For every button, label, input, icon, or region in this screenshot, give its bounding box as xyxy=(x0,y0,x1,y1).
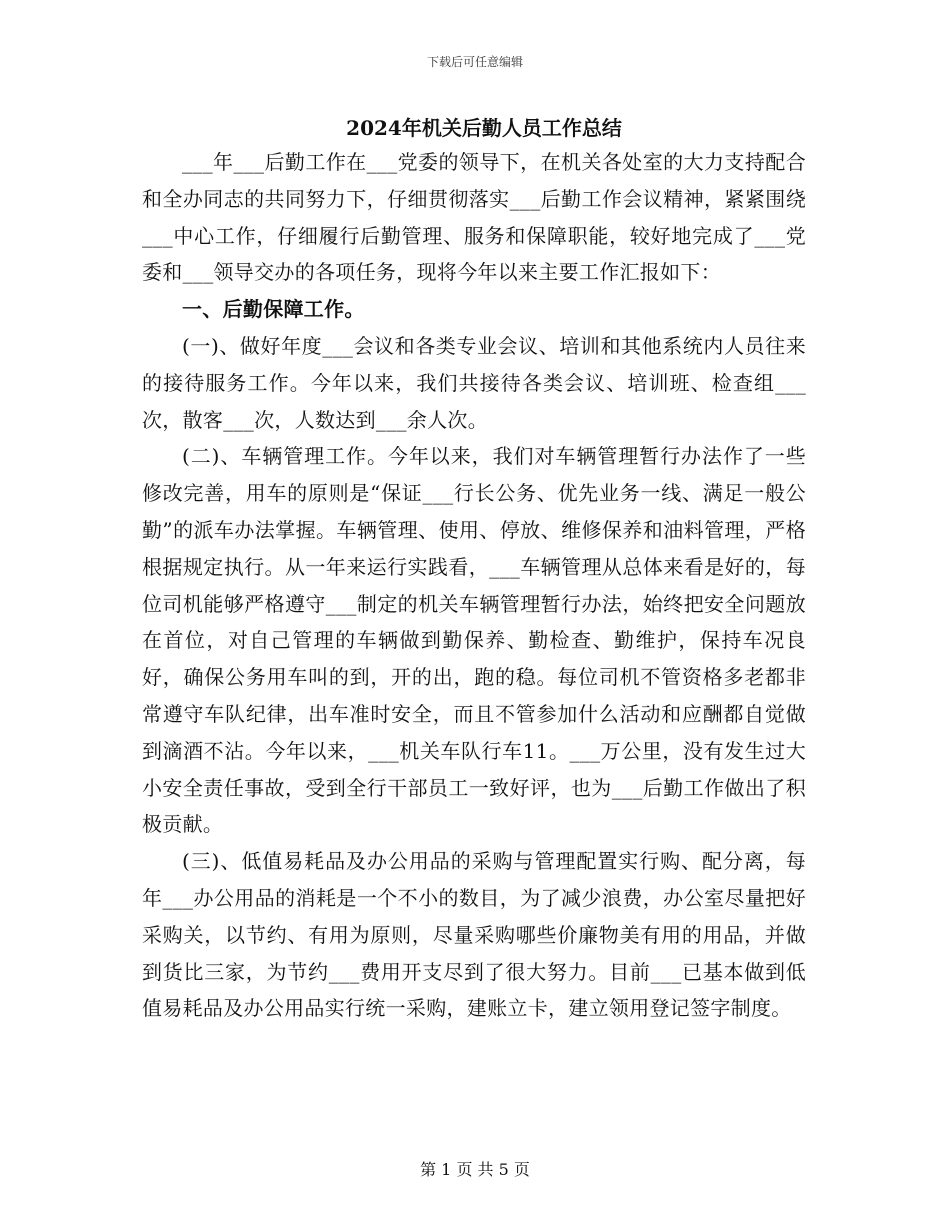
document-title: 2024年机关后勤人员工作总结 xyxy=(346,116,622,140)
paragraph-vehicles: (二)、车辆管理工作。今年以来，我们对车辆管理暂行办法作了一些修改完善，用车的原则是“保证___行长公务、优先业务一线、满足一般公勤”的派车办法掌握。车辆管理、使用、停放、维修保养和油料管理，严格根据规定执行。从一年来运行实践看，___车辆管理从总体来看是好的，每位司机能够严格遵守___制定的机关车辆管理暂行办法，始终把安全问题放在首位，对自己管理的车辆做到勤保养、勤检查、勤维护，保持车况良好，确保公务用车叫的到，开的出，跑的稳。每位司机不管资格多老都非常遵守车队纪律，出车准时安全，而且不管参加什么活动和应酬都自觉做到滴酒不沾。今年以来，___机关车队行车11。___万公里，没有发生过大小安全责任事故，受到全行干部员工一致好评，也为___后勤工作做出了积极贡献。 xyxy=(142,444,806,837)
intro-paragraph: ___年___后勤工作在___党委的领导下，在机关各处室的大力支持配合和全办同志的共同努力下，仔细贯彻落实___后勤工作会议精神，紧紧围绕___中心工作，仔细履行后勤管理、服务和保障职能，较好地完成了___党委和___领导交办的各项任务，现将今年以来主要工作汇报如下： xyxy=(142,150,806,285)
page-header: 下载后可任意编辑 xyxy=(426,55,523,69)
document-body xyxy=(142,112,806,1027)
page-number: 第 1 页 共 5 页 xyxy=(420,1160,530,1179)
section-heading-logistics: 一、后勤保障工作。 xyxy=(182,297,365,322)
paragraph-reception: (一)、做好年度___会议和各类专业会议、培训和其他系统内人员往来的接待服务工作。今年以来，我们共接待各类会议、培训班、检查组___次，散客___次，人数达到___余人次。 xyxy=(142,333,806,432)
paragraph-supplies: (三)、低值易耗品及办公用品的采购与管理配置实行购、配分离，每年___办公用品的消耗是一个不小的数目，为了减少浪费，办公室尽量把好采购关，以节约、有用为原则，尽量采购哪些价廉物美有用的用品，并做到货比三家，为节约___费用开支尽到了很大努力。目前___已基本做到低值易耗品及办公用品实行统一采购，建账立卡，建立领用登记签字制度。 xyxy=(142,849,806,1021)
